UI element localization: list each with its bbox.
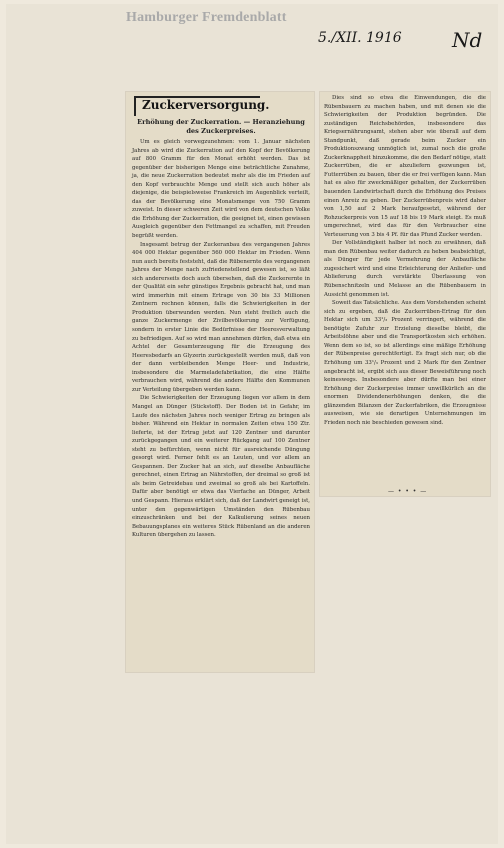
article-title: Zuckerversorgung. bbox=[142, 98, 270, 112]
paragraph: Die Schwierigkeiten der Erzeugung liegen vor allem in dem Mangel an Dünger (Stickstoff). Der Boden ist in Gefahr, im Laufe des nächsten Jahres noch weniger Ertrag zu bringen als bisher. Während ein Hektar in normalen Zeiten etwa 150 Ztr. lieferte, ist der Ertrag jetzt auf 120 Zentner und darunter zurückgegangen und ein weiterer Rückgang auf 100 Zentner steht zu befürchten, wenn nicht für ausreichende Düngung gesorgt wird. Ferner fehlt es an Leuten, und vor allem an Gespannen. Der Zucker hat an sich, auf dieselbe Anbaufläche gerechnet, einen Ertrag an Nährstoffen, der dreimal so groß ist als beim Getreidebau und zweimal so groß als bei Kartoffeln. Dafür aber benötigt er etwa das Vierfache an Dünger, Arbeit und Gespann. Hieraus erklärt sich, daß der Landwirt geneigt ist, unter den gegenwärtigen Umständen den Rübenbau einzuschränken und bei der Kalkulierung seines neuen Bebauungsplanes ein weiteres Stück Rübenland an die anderen Kulturen übergehen zu lassen. bbox=[132, 395, 310, 539]
publication-stamp: Hamburger Fremdenblatt bbox=[126, 10, 287, 25]
paragraph: Um es gleich vorwegzunehmen: vom 1. Januar nächsten Jahres ab wird die Zuckerration auf den Kopf der Bevölkerung auf 800 Gramm für den Monat erhöht werden. Das ist gegenüber der bisherigen Menge eine beträchtliche Zunahme, ja, die neue Zuckerration bedeutet mehr als die im Frieden auf den Kopf verbrauchte Menge und stellt sich auch höher als diejenige, die beispielsweise Frankreich im Augenblick verteilt, das der Bevölkerung eine Monatsmenge von 750 Gramm zuweist. In dieser schweren Zeit wird von dem deutschen Volke die Erhöhung der Zuckerration, die geeignet ist, einen gewissen Ausgleich gegenüber den Fettmangel zu schaffen, mit Freuden begrüßt werden. bbox=[132, 139, 310, 240]
article-subtitle: Erhöhung der Zuckerration. — Heranziehung des Zuckerpreises. bbox=[137, 118, 305, 135]
paragraph: Soweit das Tatsächliche. Aus dem Vorstehenden scheint sich zu ergeben, daß die Zuckerrüben-Ertrag für den Hektar sich um 33¹/₃ Prozent verringert, während die benötigte Zufuhr zur Erzielung dieselbe bleibt, die Arbeitslöhne aber und die Transportkosten sich erhöhen. Wenn dem so ist, so ist allerdings eine mäßige Erhöhung der Rübenpreise gerechtfertigt. Es fragt sich nur, ob die Erhöhung um 33¹/₃ Prozent und 2 Mark für den Zentner angebracht ist, ergibt sich aus dieser Beweisführung noch keineswegs. Insbesondere aber dürfte man bei einer Erhöhung der Zuckerpreise immer unwillkürlich an die enormen Dividendenerhöhungen denken, die die glänzenden Bilanzen der Zuckerfabriken, die Erzeugnisse ausweisen, wie sie derartigen Unternehmungen im Frieden noch nie beschieden gewesen sind. bbox=[324, 300, 486, 426]
end-mark: — • • • — bbox=[388, 488, 428, 495]
article-body-right bbox=[324, 94, 486, 427]
paragraph: Insgesamt betrug der Zuckeranbau des vergangenen Jahres 404 000 Hektar gegenüber 560 000 Hektar im Frieden. Wenn nun auch bereits feststeht, daß die Rübenernte des vergangenen Jahres der Menge nach zufriedenstellend gewesen ist, so läßt sich andererseits doch auch übersehen, daß die Zuckerernte in der Qualität ein sehr günstiges Ergebnis gebracht hat, und man wird immerhin mit einem Ertrage von 30 bis 33 Millionen Zentnern rechnen können, falls die Schwierigkeiten in der Produktion überwunden werden. Nun steht freilich auch die ganze Zuckermenge der Zivilbevölkerung zur Verfügung, sondern in erster Linie die Bedürfnisse der Heeresverwaltung zu befriedigen. Auf so wird man annehmen dürfen, daß etwa ein Achtel der Gesamterzeugung für die Erzeugung des Heeresbedarfs an Glyzerin zurückgestellt werden muß, daß von der dann verbleibenden Menge Heer- und Industrie, insbesondere die Marmeladefabrikation, die eine Hälfte verbrauchen wird, während die andere Hälfte den Kommunen zur Verteilung übergeben werden kann. bbox=[132, 241, 310, 393]
paragraph: Der Vollständigkeit halber ist noch zu erwähnen, daß man den Rübenbau weiter dadurch zu heben beabsichtigt, als Dünger für jede Vermehrung der Anbaufläche zugesichert wird und eine Erleichterung der Anliefer- und Ablieferung durch verstärkte Überlassung von Rübenschnitzeln und Melasse an die Rübenbauern in Aussicht genommen ist. bbox=[324, 240, 486, 298]
article-body-left bbox=[132, 138, 310, 540]
paragraph: Dies sind so etwa die Einwendungen, die die Rübenbauern zu machen haben, und mit denen sie die Schwierigkeiten der Produktion begründen. Die zuständigen Reichsbehörden, insbesondere das Kriegsernährungsamt, stehen aber wie überall auf dem Standpunkt, daß gerade beim Zucker ein Produktionszwang unmöglich ist, zumal noch die große Zuckerknappheit hinzukomme, die den Bedarf nötige, statt Zuckerrüben, die er abzuliefern gezwungen ist, Futterrüben zu bauen, über die er frei verfügen kann. Man hat es also für zweckmäßiger gehalten, der Zuckerrüben bauenden Landwirtschaft durch die Erhöhung des Preises einen Anreiz zu geben. Der Zuckerrübenpreis wird daher von 1,50 auf 2 Mark heraufgesetzt, während der Rohzuckerpreis von 15 auf 18 bis 19 Mark steigt. Es muß umgerechnet, wird das für den Verbraucher eine Verteuerung von 3 bis 4 Pf. für das Pfund Zucker werden. bbox=[324, 95, 486, 238]
handwritten-date: 5./XII. 1916 bbox=[318, 30, 402, 46]
handwritten-initials: Nd bbox=[452, 28, 483, 52]
